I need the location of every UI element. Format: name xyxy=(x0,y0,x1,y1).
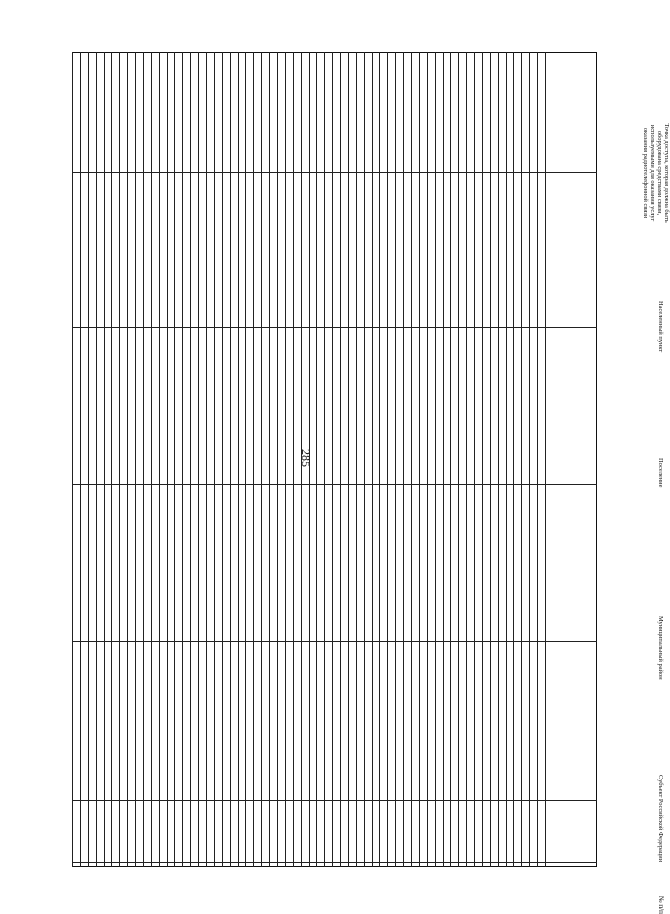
row-divider xyxy=(72,52,73,867)
header-number: № п/п xyxy=(657,896,665,914)
row-divider xyxy=(332,52,333,867)
header-access-point: Точка доступа, которая должна быть оборудована средствами связи, используемыми для оказания услуг оказания радиотелефонной связи xyxy=(642,123,670,223)
row-divider xyxy=(537,52,538,867)
row-divider xyxy=(253,52,254,867)
row-divider xyxy=(316,52,317,867)
row-divider xyxy=(403,52,404,867)
row-divider xyxy=(529,52,530,867)
row-divider xyxy=(435,52,436,867)
row-divider xyxy=(411,52,412,867)
row-divider xyxy=(285,52,286,867)
row-divider xyxy=(498,52,499,867)
row-divider xyxy=(513,52,514,867)
row-divider xyxy=(230,52,231,867)
row-divider xyxy=(80,52,81,867)
row-divider xyxy=(301,52,302,867)
row-divider xyxy=(482,52,483,867)
row-divider xyxy=(387,52,388,867)
row-divider xyxy=(450,52,451,867)
row-divider xyxy=(293,52,294,867)
row-divider xyxy=(88,52,89,867)
row-divider xyxy=(324,52,325,867)
row-divider xyxy=(490,52,491,867)
row-divider xyxy=(214,52,215,867)
page-number: 285 xyxy=(299,449,313,467)
row-divider xyxy=(135,52,136,867)
row-divider xyxy=(458,52,459,867)
row-divider xyxy=(96,52,97,867)
row-divider xyxy=(340,52,341,867)
row-divider xyxy=(127,52,128,867)
row-divider xyxy=(443,52,444,867)
row-divider xyxy=(474,52,475,867)
row-divider xyxy=(419,52,420,867)
header-district: Муниципальный район xyxy=(657,616,664,680)
row-divider xyxy=(238,52,239,867)
row-divider xyxy=(269,52,270,867)
row-divider xyxy=(190,52,191,867)
row-divider xyxy=(427,52,428,867)
row-divider xyxy=(545,52,546,867)
row-divider xyxy=(364,52,365,867)
row-divider xyxy=(356,52,357,867)
row-divider xyxy=(348,52,349,867)
header-locality: Населенный пункт xyxy=(657,301,664,353)
row-divider xyxy=(159,52,160,867)
row-divider xyxy=(261,52,262,867)
row-divider xyxy=(379,52,380,867)
row-divider xyxy=(506,52,507,867)
row-divider xyxy=(206,52,207,867)
row-divider xyxy=(372,52,373,867)
row-divider xyxy=(104,52,105,867)
row-divider xyxy=(111,52,112,867)
row-divider xyxy=(521,52,522,867)
row-divider xyxy=(395,52,396,867)
row-divider xyxy=(151,52,152,867)
row-divider xyxy=(466,52,467,867)
row-divider xyxy=(167,52,168,867)
row-divider xyxy=(309,52,310,867)
row-divider xyxy=(182,52,183,867)
row-divider xyxy=(174,52,175,867)
row-divider xyxy=(277,52,278,867)
header-subject: Субъект Российской Федерации xyxy=(657,775,664,863)
header-settlement: Поселение xyxy=(657,458,664,488)
row-divider xyxy=(222,52,223,867)
row-divider xyxy=(143,52,144,867)
row-divider xyxy=(245,52,246,867)
row-divider xyxy=(119,52,120,867)
row-divider xyxy=(198,52,199,867)
